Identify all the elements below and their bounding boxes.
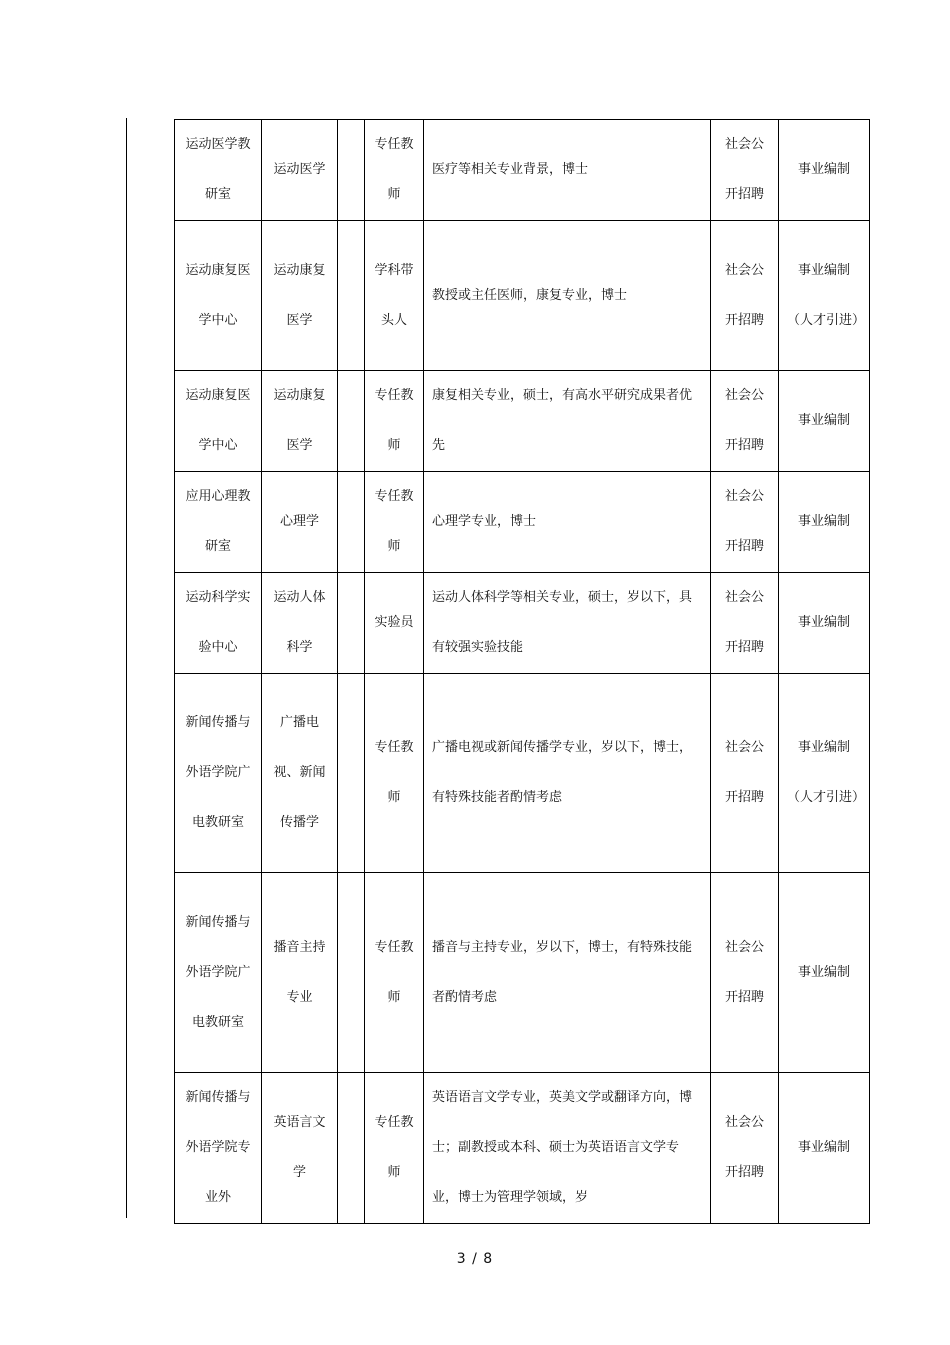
table-row: [175, 674, 870, 873]
position-cell: 专任教师: [365, 120, 424, 221]
major-cell: 心理学: [262, 472, 338, 573]
table-row: [175, 221, 870, 371]
table-row: [175, 1073, 870, 1224]
blank-cell: [338, 873, 365, 1073]
major-cell: 运动人体科学: [262, 573, 338, 674]
table-row: [175, 472, 870, 573]
position-cell: 专任教师: [365, 472, 424, 573]
table-row: [175, 573, 870, 674]
staffing-cell: 事业编制（人才引进）: [779, 221, 870, 371]
blank-cell: [338, 674, 365, 873]
position-cell: 专任教师: [365, 674, 424, 873]
staffing-cell: 事业编制（人才引进）: [779, 674, 870, 873]
requirement-cell: 播音与主持专业，岁以下，博士，有特殊技能者酌情考虑: [424, 873, 711, 1073]
blank-cell: [338, 1073, 365, 1224]
table-row: [175, 873, 870, 1073]
requirement-cell: 康复相关专业，硕士，有高水平研究成果者优先: [424, 371, 711, 472]
page-number: 3 / 8: [456, 1251, 494, 1267]
method-cell: 社会公开招聘: [711, 221, 779, 371]
margin-rule: [126, 118, 127, 1218]
method-cell: 社会公开招聘: [711, 573, 779, 674]
requirement-cell: 英语语言文学专业，英美文学或翻译方向，博士；副教授或本科、硕士为英语语言文学专业，博士为管理学领域，岁: [424, 1073, 711, 1224]
blank-cell: [338, 573, 365, 674]
blank-cell: [338, 371, 365, 472]
blank-cell: [338, 472, 365, 573]
major-cell: 运动医学: [262, 120, 338, 221]
position-cell: 专任教师: [365, 873, 424, 1073]
position-cell: 学科带头人: [365, 221, 424, 371]
position-cell: 专任教师: [365, 371, 424, 472]
dept-cell: 运动康复医学中心: [175, 221, 262, 371]
dept-cell: 新闻传播与外语学院专业外: [175, 1073, 262, 1224]
major-cell: 运动康复医学: [262, 221, 338, 371]
dept-cell: 新闻传播与外语学院广电教研室: [175, 873, 262, 1073]
recruitment-table: [174, 119, 870, 1224]
table-row: [175, 371, 870, 472]
requirement-cell: 教授或主任医师，康复专业，博士: [424, 221, 711, 371]
requirement-cell: 广播电视或新闻传播学专业，岁以下，博士，有特殊技能者酌情考虑: [424, 674, 711, 873]
position-cell: 实验员: [365, 573, 424, 674]
dept-cell: 运动康复医学中心: [175, 371, 262, 472]
staffing-cell: 事业编制: [779, 873, 870, 1073]
staffing-cell: 事业编制: [779, 371, 870, 472]
requirement-cell: 医疗等相关专业背景，博士: [424, 120, 711, 221]
dept-cell: 运动科学实验中心: [175, 573, 262, 674]
method-cell: 社会公开招聘: [711, 472, 779, 573]
staffing-cell: 事业编制: [779, 573, 870, 674]
staffing-cell: 事业编制: [779, 472, 870, 573]
method-cell: 社会公开招聘: [711, 873, 779, 1073]
major-cell: 英语言文学: [262, 1073, 338, 1224]
table-row: [175, 120, 870, 221]
requirement-cell: 心理学专业，博士: [424, 472, 711, 573]
dept-cell: 运动医学教研室: [175, 120, 262, 221]
major-cell: 播音主持专业: [262, 873, 338, 1073]
staffing-cell: 事业编制: [779, 1073, 870, 1224]
dept-cell: 应用心理教研室: [175, 472, 262, 573]
method-cell: 社会公开招聘: [711, 1073, 779, 1224]
method-cell: 社会公开招聘: [711, 674, 779, 873]
blank-cell: [338, 120, 365, 221]
blank-cell: [338, 221, 365, 371]
dept-cell: 新闻传播与外语学院广电教研室: [175, 674, 262, 873]
method-cell: 社会公开招聘: [711, 371, 779, 472]
staffing-cell: 事业编制: [779, 120, 870, 221]
major-cell: 运动康复医学: [262, 371, 338, 472]
method-cell: 社会公开招聘: [711, 120, 779, 221]
position-cell: 专任教师: [365, 1073, 424, 1224]
requirement-cell: 运动人体科学等相关专业，硕士，岁以下，具有较强实验技能: [424, 573, 711, 674]
major-cell: 广播电视、新闻传播学: [262, 674, 338, 873]
